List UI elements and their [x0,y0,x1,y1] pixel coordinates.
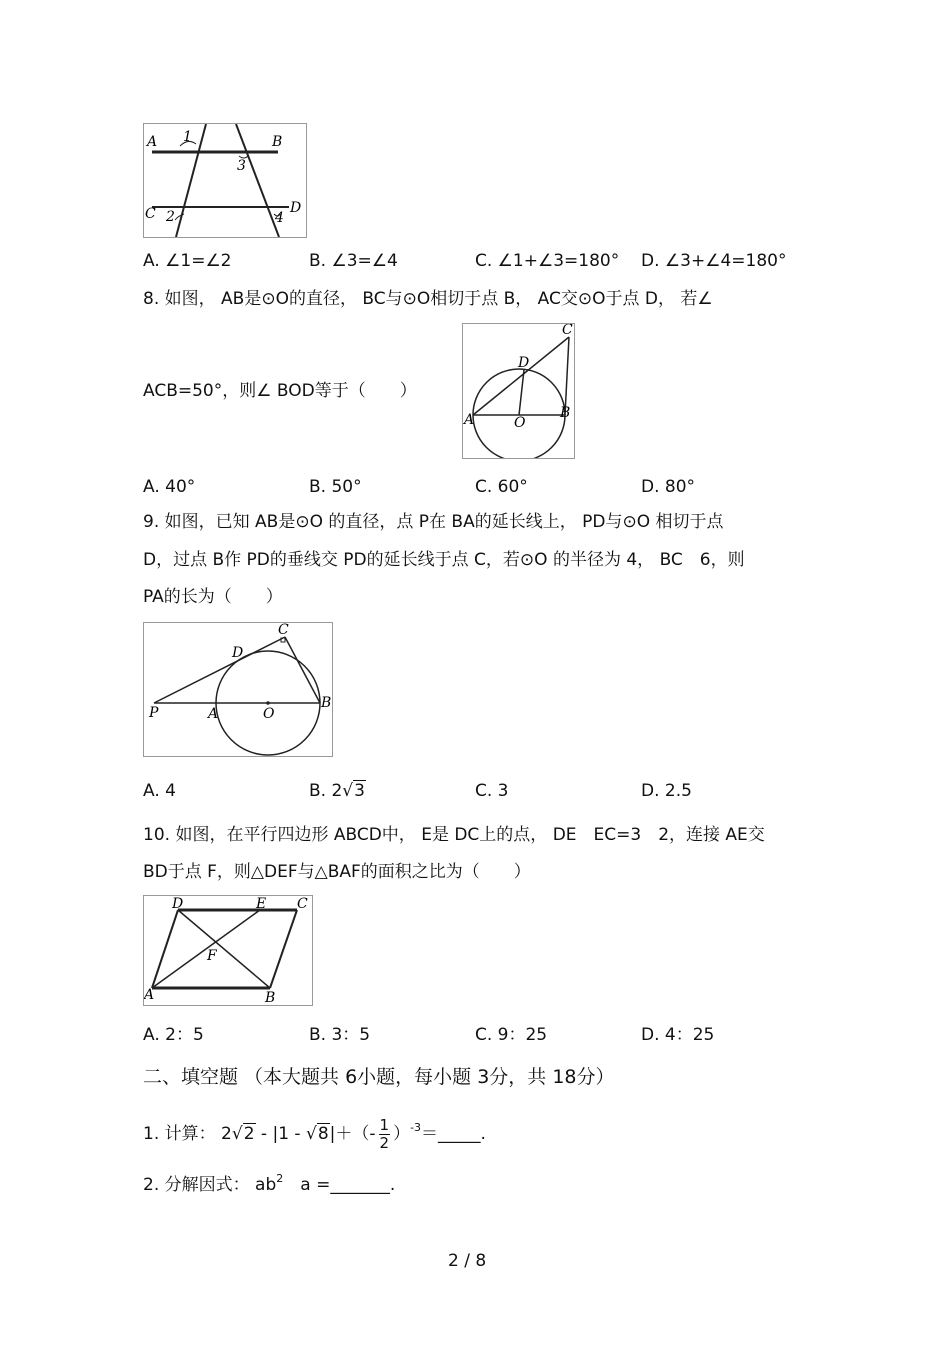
q9-option-b [309,780,366,802]
q10-label-e: E [256,896,267,912]
fill1-coef: 2 [221,1124,232,1144]
q10-option-d: D. 4：25 [641,1025,715,1045]
q9-option-b-prefix: B. 2 [309,781,343,801]
q8-option-a: A. 40° [143,477,196,497]
q9-line-3: PA的长为（ ） [143,587,283,607]
q7-option-b: B. ∠3=∠4 [309,251,398,271]
fill1-close: ） [393,1124,411,1144]
q7-label-d: D [290,200,302,216]
fill1-frac-num: 1 [379,1115,390,1134]
q7-label-1: 1 [183,129,192,145]
q10-label-b: B [265,990,276,1005]
q9-label-a: A [208,706,219,722]
q10-label-f: F [207,948,217,964]
q9-label-p: P [149,705,159,721]
q10-figure [143,895,313,1006]
q7-label-c: C [145,206,156,222]
q8-option-d: D. 80° [641,477,696,497]
q9-label-c: C [278,623,289,638]
page-number: 2 / 8 [448,1251,487,1271]
fill2-tail: a =_______. [283,1175,396,1195]
q9-line-1: 9. 如图，已知 AB是⊙O 的直径，点 P在 BA的延长线上， PD与⊙O 相切于点 [143,512,724,532]
q7-option-a: A. ∠1=∠2 [143,251,232,271]
q8-figure [462,323,575,459]
q10-label-c: C [297,896,308,912]
q10-option-c: C. 9：25 [475,1025,548,1045]
q9-option-b-radicand: 3 [354,781,365,801]
q7-option-c: C. ∠1+∠3=180° [475,251,620,271]
fill1-rad1: 2 [243,1124,255,1144]
q8-label-b: B [560,405,571,421]
q7-option-d: D. ∠3+∠4=180° [641,251,787,271]
q8-line-1: 8. 如图， AB是⊙O的直径， BC与⊙O相切于点 B， AC交⊙O于点 D， 若∠ [143,289,713,309]
q10-option-a: A. 2：5 [143,1025,204,1045]
q10-line-2: BD于点 F，则△DEF与△BAF的面积之比为（ ） [143,862,531,882]
section-2-title: 二、填空题 （本大题共 6小题，每小题 3分，共 18分） [143,1066,615,1088]
q7-label-2: 2 [166,209,175,225]
q7-label-b: B [272,134,283,150]
q8-label-d: D [518,355,530,371]
fill-question-2 [143,1168,395,1196]
q9-label-o: O [263,706,275,722]
q10-label-d: D [172,896,184,912]
q7-label-a: A [147,134,158,150]
fill1-rad2: 8 [317,1124,329,1144]
q9-label-b: B [321,695,332,711]
q9-option-d: D. 2.5 [641,781,692,801]
q9-option-a: A. 4 [143,781,176,801]
q9-line-2: D，过点 B作 PD的垂线交 PD的延长线于点 C，若⊙O 的半径为 4， BC 6，则 [143,550,745,570]
fill1-fraction [379,1117,391,1152]
radical-sign: √ [305,1124,317,1144]
q8-option-b: B. 50° [309,477,362,497]
fill2-exponent: 2 [276,1172,284,1185]
fill1-tail: ＝_____. [421,1124,486,1144]
q8-label-o: O [514,415,526,431]
q10-option-b: B. 3：5 [309,1025,371,1045]
fill1-mid: - |1 - [255,1124,306,1144]
fill1-frac-den: 2 [379,1133,390,1152]
fill1-after: |＋（- [329,1124,376,1144]
q7-label-3: 3 [237,158,246,174]
q7-label-4: 4 [275,210,284,226]
q9-label-d: D [232,645,244,661]
q7-figure [143,123,307,238]
q8-option-c: C. 60° [475,477,528,497]
q9-figure [143,622,333,757]
radical-sign: √ [231,1124,243,1144]
radical-sign: √ [342,781,354,801]
q8-label-a: A [464,412,475,428]
q10-label-a: A [144,987,155,1003]
q8-line-2: ACB=50°，则∠ BOD等于（ ） [143,381,417,401]
q10-line-1: 10. 如图，在平行四边形 ABCD中， E是 DC上的点， DE EC=3 2，连接 AE交 [143,825,765,845]
q8-label-c: C [562,324,573,338]
fill1-prefix: 1. 计算： [143,1124,216,1144]
fill1-exponent: -3 [410,1121,422,1134]
fill-question-1 [143,1108,486,1152]
fill2-prefix: 2. 分解因式： ab [143,1175,277,1195]
q9-option-c: C. 3 [475,781,509,801]
